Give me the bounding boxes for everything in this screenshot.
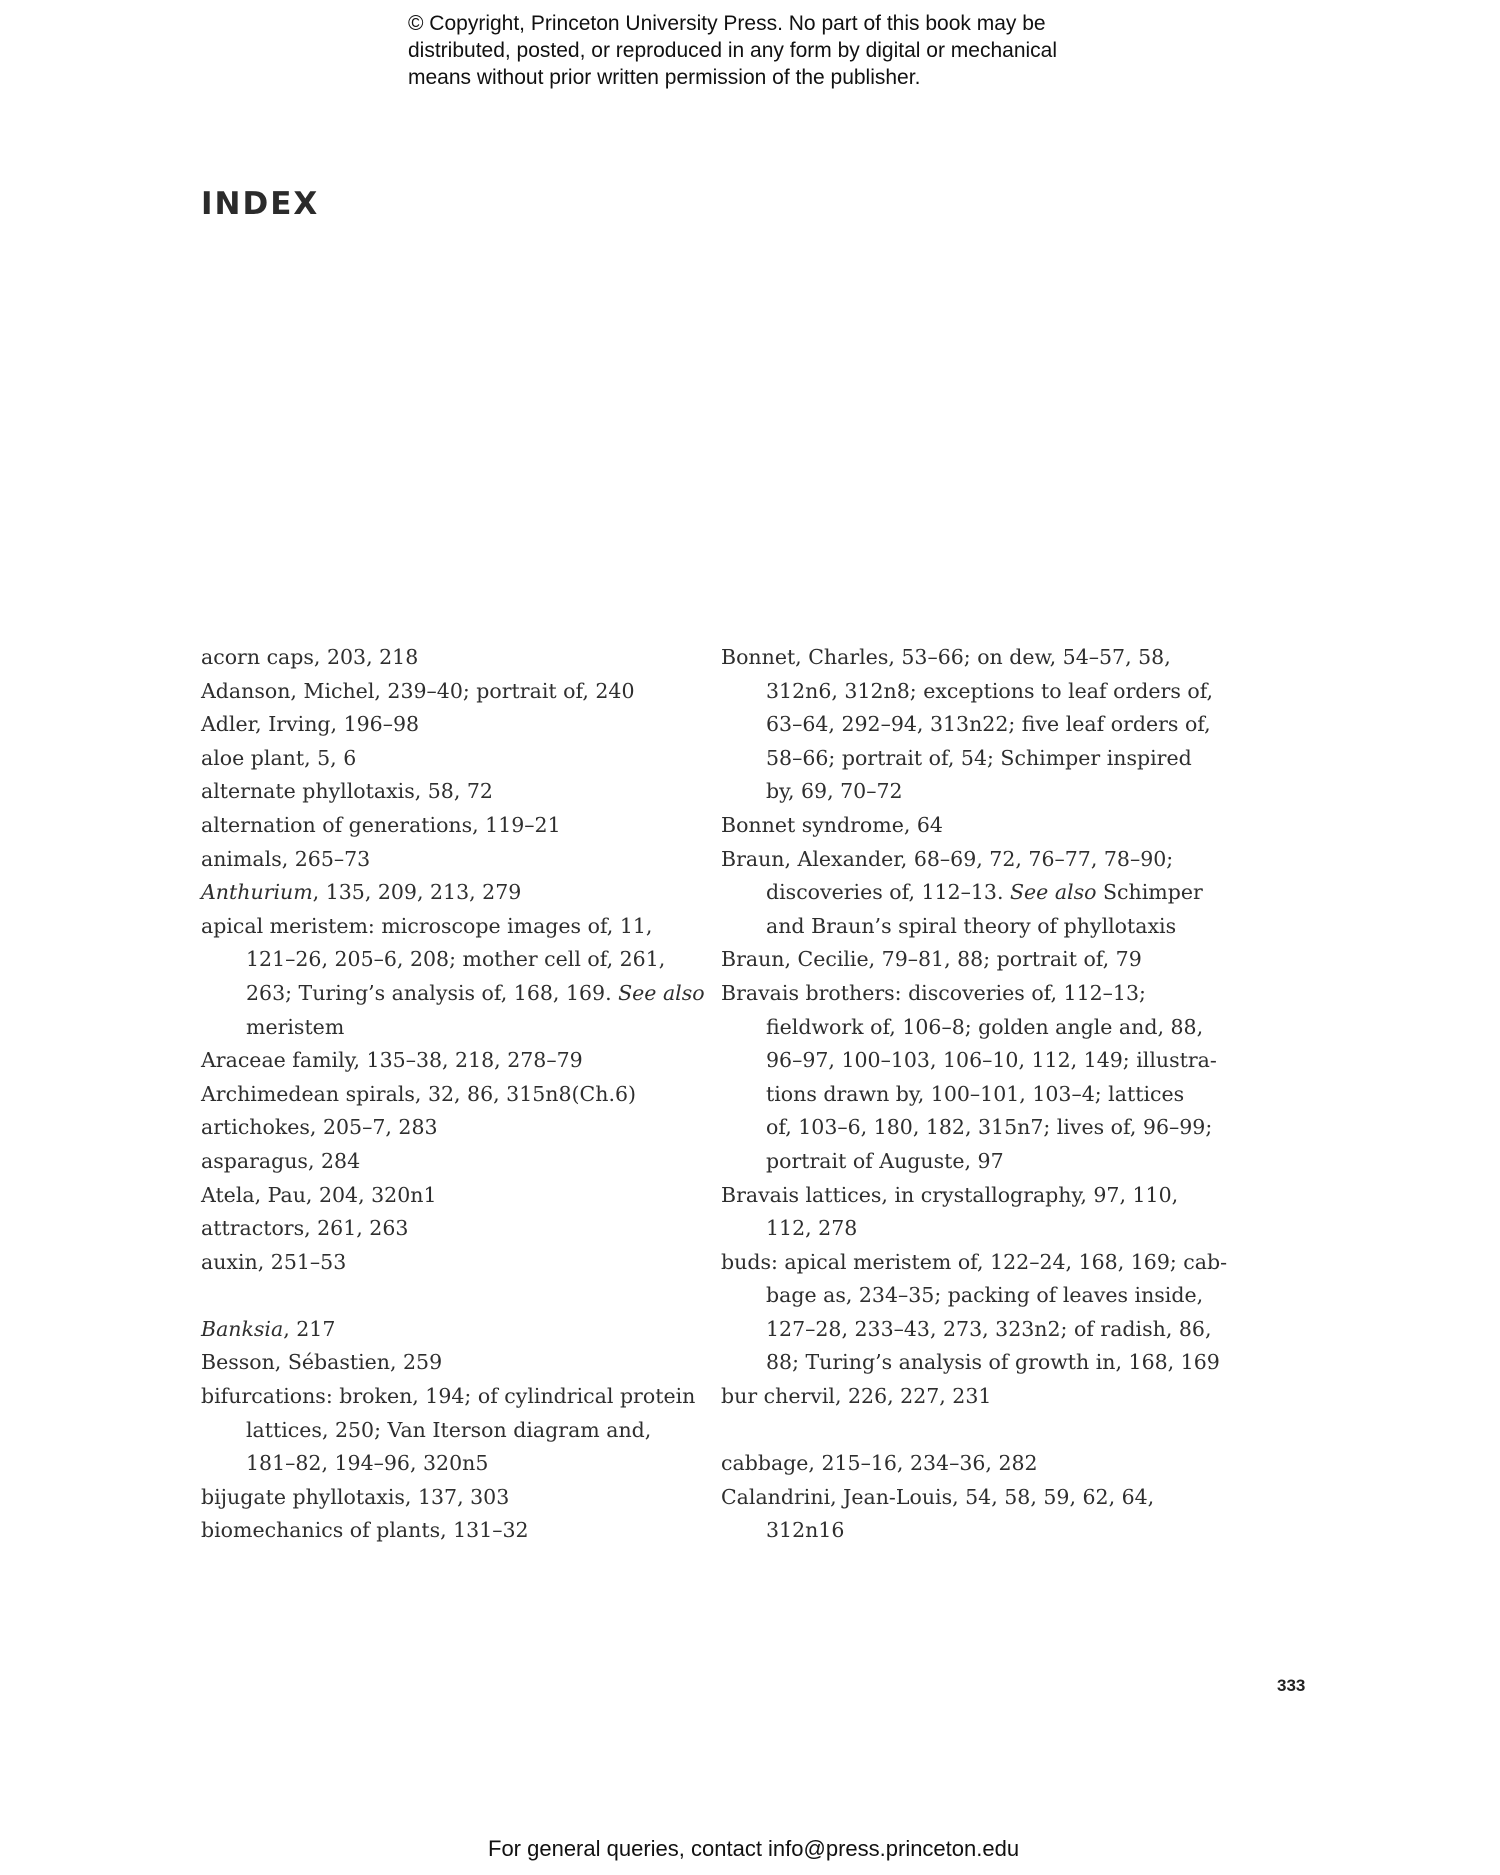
- index-entry: Bonnet syndrome, 64: [721, 812, 943, 837]
- footer-contact: For general queries, contact info@press.princeton.edu: [488, 1836, 1020, 1861]
- index-text: 263; Turing’s analysis of, 168, 169.: [246, 980, 619, 1005]
- index-entry-continuation: [721, 876, 1241, 910]
- index-text: discoveries of, 112–13.: [766, 880, 1010, 905]
- index-entry-continuation: 181–82, 194–96, 320n5: [246, 1451, 489, 1476]
- index-entry-continuation: meristem: [246, 1014, 345, 1039]
- index-entry-continuation: 127–28, 233–43, 273, 323n2; of radish, 86,: [766, 1316, 1212, 1341]
- index-entry-continuation: by, 69, 70–72: [766, 779, 903, 804]
- index-entry: Archimedean spirals, 32, 86, 315n8(Ch.6): [201, 1081, 636, 1106]
- index-entry-continuation: lattices, 250; Van Iterson diagram and,: [246, 1417, 652, 1442]
- index-entry-continuation: portrait of Auguste, 97: [766, 1148, 1004, 1173]
- index-entry: Atela, Pau, 204, 320n1: [201, 1182, 437, 1207]
- index-entry-continuation: tions drawn by, 100–101, 103–4; lattices: [766, 1081, 1185, 1106]
- index-entry-continuation: 112, 278: [766, 1216, 858, 1241]
- index-entry: [201, 1313, 701, 1347]
- index-entry: alternate phyllotaxis, 58, 72: [201, 779, 493, 804]
- see-also-label: See also: [1010, 880, 1097, 905]
- index-entry: artichokes, 205–7, 283: [201, 1115, 438, 1140]
- index-entry: Bravais brothers: discoveries of, 112–13;: [721, 980, 1146, 1005]
- index-term-italic: Banksia: [201, 1316, 284, 1341]
- copyright-notice: [408, 10, 1128, 91]
- index-entry: asparagus, 284: [201, 1148, 361, 1173]
- index-entry-continuation: 58–66; portrait of, 54; Schimper inspired: [766, 745, 1192, 770]
- index-entry: cabbage, 215–16, 234–36, 282: [721, 1451, 1038, 1476]
- index-entry-continuation: [201, 977, 705, 1011]
- index-entry: acorn caps, 203, 218: [201, 645, 419, 669]
- index-entry: bur chervil, 226, 227, 231: [721, 1384, 992, 1409]
- index-entry: auxin, 251–53: [201, 1249, 347, 1274]
- index-column-left: [201, 641, 705, 1548]
- copyright-line: distributed, posted, or reproduced in any form by digital or mechanical: [408, 39, 1058, 62]
- index-entry-continuation: 121–26, 205–6, 208; mother cell of, 261,: [246, 947, 666, 972]
- index-entry-continuation: 312n16: [766, 1518, 845, 1543]
- index-pages: , 135, 209, 213, 279: [312, 880, 522, 905]
- letter-group-gap: [721, 1414, 1241, 1448]
- index-entry-continuation: fieldwork of, 106–8; golden angle and, 88,: [766, 1014, 1204, 1039]
- index-entry: biomechanics of plants, 131–32: [201, 1518, 529, 1543]
- index-entry-continuation: bage as, 234–35; packing of leaves inside,: [766, 1283, 1204, 1308]
- index-entry: alternation of generations, 119–21: [201, 812, 561, 837]
- index-entry: Besson, Sébastien, 259: [201, 1350, 443, 1375]
- see-also-label: See also: [618, 980, 705, 1005]
- index-text: Schimper: [1096, 880, 1203, 905]
- index-entry-continuation: 88; Turing’s analysis of growth in, 168, 169: [766, 1350, 1220, 1375]
- index-entry: Bravais lattices, in crystallography, 97, 110,: [721, 1182, 1179, 1207]
- index-term-italic: Anthurium: [201, 880, 313, 905]
- index-entry-continuation: 96–97, 100–103, 106–10, 112, 149; illustra-: [766, 1048, 1217, 1073]
- index-column-right: [721, 641, 1241, 1548]
- index-entry-continuation: 63–64, 292–94, 313n22; five leaf orders of,: [766, 712, 1211, 737]
- index-entry-continuation: 312n6, 312n8; exceptions to leaf orders of,: [766, 678, 1214, 703]
- index-entry: Calandrini, Jean-Louis, 54, 58, 59, 62, 64,: [721, 1484, 1155, 1509]
- index-entry: attractors, 261, 263: [201, 1216, 409, 1241]
- index-entry: bifurcations: broken, 194; of cylindrical protein: [201, 1384, 696, 1409]
- index-entry-continuation: and Braun’s spiral theory of phyllotaxis: [766, 913, 1177, 938]
- index-entry: buds: apical meristem of, 122–24, 168, 169; cab-: [721, 1249, 1228, 1274]
- index-entry: Araceae family, 135–38, 218, 278–79: [201, 1048, 583, 1073]
- index-entry: aloe plant, 5, 6: [201, 745, 357, 770]
- copyright-line: © Copyright, Princeton University Press. No part of this book may be: [408, 12, 1046, 35]
- index-entry-continuation: of, 103–6, 180, 182, 315n7; lives of, 96–99;: [766, 1115, 1213, 1140]
- index-entry: Braun, Cecilie, 79–81, 88; portrait of, 79: [721, 947, 1142, 972]
- page-title: INDEX: [201, 186, 320, 222]
- index-pages: , 217: [283, 1316, 336, 1341]
- index-entry: apical meristem: microscope images of, 11,: [201, 913, 653, 938]
- letter-group-gap: [201, 1279, 701, 1313]
- index-entry: Bonnet, Charles, 53–66; on dew, 54–57, 58,: [721, 645, 1171, 669]
- index-entry: Adler, Irving, 196–98: [201, 712, 420, 737]
- index-entry: Adanson, Michel, 239–40; portrait of, 240: [201, 678, 635, 703]
- page-number: 333: [1277, 1676, 1306, 1695]
- index-entry: [201, 876, 701, 910]
- copyright-line: means without prior written permission of the publisher.: [408, 66, 921, 89]
- index-entry: animals, 265–73: [201, 846, 371, 871]
- index-entry: bijugate phyllotaxis, 137, 303: [201, 1484, 510, 1509]
- index-entry: Braun, Alexander, 68–69, 72, 76–77, 78–90;: [721, 846, 1174, 871]
